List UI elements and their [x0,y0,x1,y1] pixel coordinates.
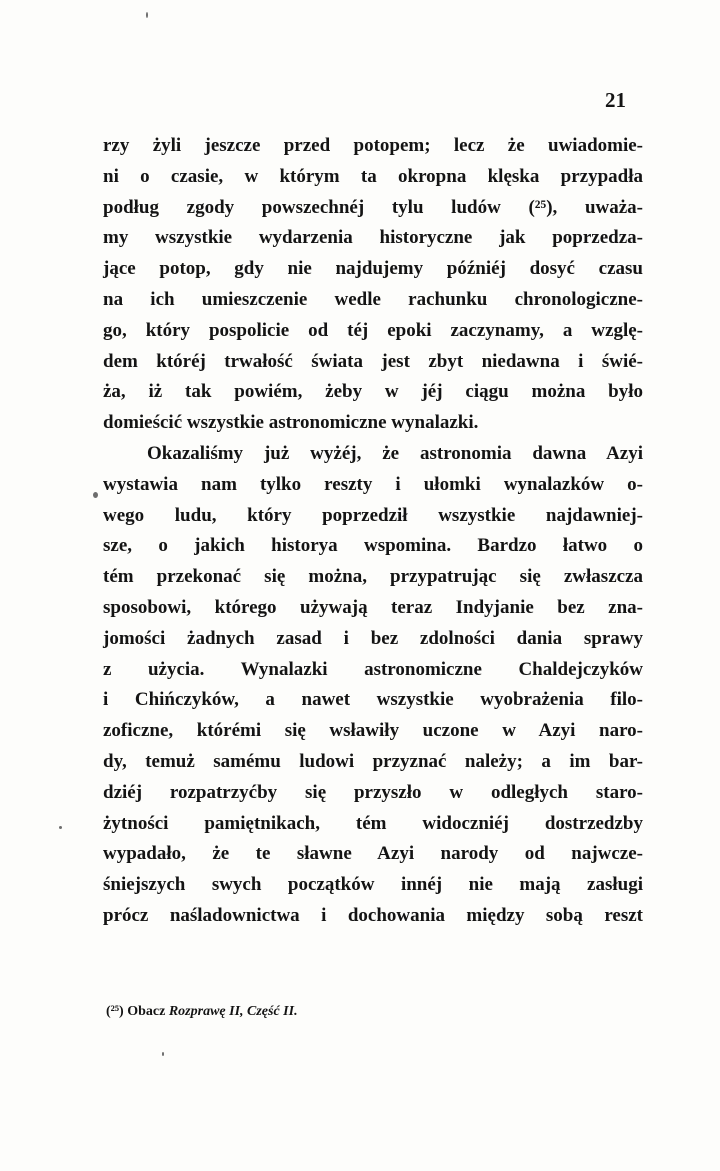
text-line: dziéj rozpatrzyćby się przyszło w odległych staro- [103,781,643,803]
text-line: śniejszych swych początków innéj nie mają zasługi [103,874,643,896]
text-line: na ich umieszczenie wedle rachunku chronologiczne- [103,288,643,310]
text-line: ni o czasie, w którym ta okropna klęska przypadła [103,165,643,187]
scan-speck [59,826,62,829]
text-line: go, który pospolicie od téj epoki zaczynamy, a wzglę- [103,319,643,341]
body-text [103,131,643,932]
page-number: 21 [605,88,626,112]
text-line: tém przekonać się można, przypatrując się zwłaszcza [103,566,643,588]
text-line: zoficzne, którémi się wsławiły uczone w Azyi naro- [103,720,643,742]
footnote-prefix: Obacz [127,1004,166,1019]
scan-speck [146,12,148,18]
scan-speck [93,492,98,498]
paragraph-start-line: Okazaliśmy już wyżéj, że astronomia dawna Azyi [147,442,643,464]
text-line: wego ludu, który poprzedził wszystkie najdawniej- [103,504,643,526]
text-line: my wszystkie wydarzenia historyczne jak poprzedza- [103,227,643,249]
text-line: dy, temuż samému ludowi przyznać należy; a im bar- [103,750,643,772]
text-line: rzy żyli jeszcze przed potopem; lecz że uwiadomie- [103,135,643,156]
text-line: prócz naśladownictwa i dochowania między sobą reszt [103,904,643,926]
text-line: i Chińczyków, a nawet wszystkie wyobrażenia filo- [103,689,643,711]
text-line: ża, iż tak powiém, żeby w jéj ciągu można było [103,381,643,403]
text-line: podług zgody powszechnéj tylu ludów (²⁵), uważa- [103,196,643,218]
footnote [106,1004,298,1020]
text-line: wypadało, że te sławne Azyi narody od najwcze- [103,843,643,865]
text-line: jące potop, gdy nie najdujemy późniéj dosyć czasu [103,258,643,280]
text-line: jomości żadnych zasad i bez zdolności dania sprawy [103,627,643,649]
text-line: sposobowi, którego używają teraz Indyjanie bez zna- [103,596,643,618]
text-line: sze, o jakich historya wspomina. Bardzo łatwo o [103,535,643,557]
text-line: dem któréj trwałość świata jest zbyt niedawna i świé- [103,350,643,372]
scan-speck [162,1052,164,1056]
text-line: z użycia. Wynalazki astronomiczne Chaldejczyków [103,658,643,680]
text-line: domieścić wszystkie astronomiczne wynalazki. [103,412,479,434]
text-line: wystawia nam tylko reszty i ułomki wynalazków o- [103,473,643,495]
footnote-marker: (²⁵) [106,1004,124,1019]
footnote-title: Rozprawę II, Część II. [168,1004,298,1019]
text-line: żytności pamiętnikach, tém widoczniéj dostrzedzby [103,812,643,834]
